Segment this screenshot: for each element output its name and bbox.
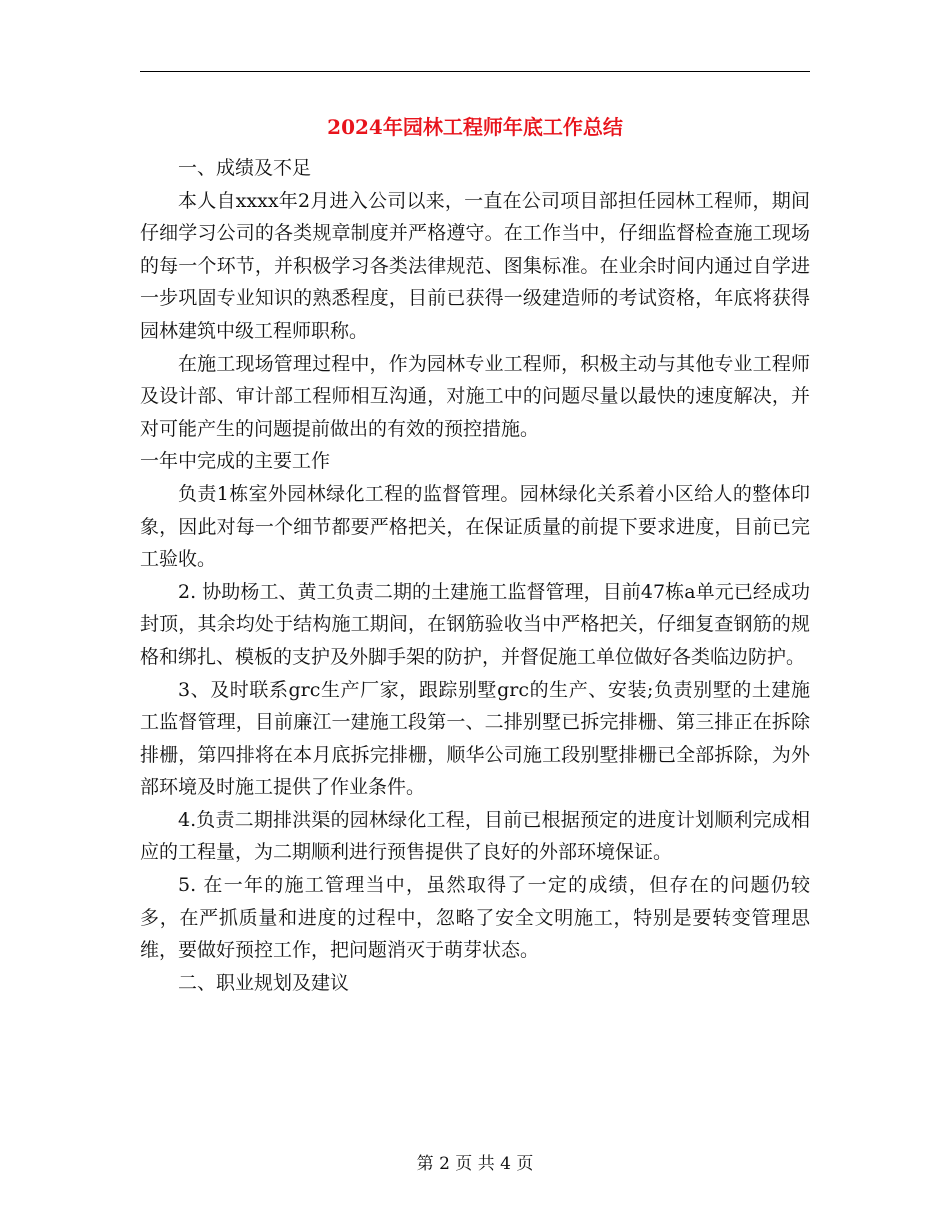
paragraph: 2. 协助杨工、黄工负责二期的土建施工监督管理，目前47栋a单元已经成功封顶，其余均处于结构施工期间，在钢筋验收当中严格把关，仔细复查钢筋的规格和绑扎、模板的支护及外脚手架的防护，并督促施工单位做好各类临边防护。 bbox=[140, 580, 810, 668]
paragraph: 本人自xxxx年2月进入公司以来，一直在公司项目部担任园林工程师，期间仔细学习公司的各类规章制度并严格遵守。在工作当中，仔细监督检查施工现场的每一个环节，并积极学习各类法律规范、图集标准。在业余时间内通过自学进一步巩固专业知识的熟悉程度，目前已获得一级建造师的考试资格，年底将获得园林建筑中级工程师职称。 bbox=[140, 189, 810, 342]
paragraph: 二、职业规划及建议 bbox=[178, 971, 350, 994]
paragraph: 一、成绩及不足 bbox=[178, 157, 312, 179]
header-rule bbox=[140, 71, 810, 72]
paragraph: 3、及时联系grc生产厂家，跟踪别墅grc的生产、安装;负责别墅的土建施工监督管理，目前廉江一建施工段第一、二排别墅已拆完排栅、第三排正在拆除排栅，第四排将在本月底拆完排栅，顺华公司施工段别墅排栅已全部拆除，为外部环境及时施工提供了作业条件。 bbox=[140, 678, 810, 799]
paragraph: 在施工现场管理过程中，作为园林专业工程师，积极主动与其他专业工程师及设计部、审计部工程师相互沟通，对施工中的问题尽量以最快的速度解决，并对可能产生的问题提前做出的有效的预控措施。 bbox=[140, 352, 810, 440]
page-footer: 第 2 页 共 4 页 bbox=[416, 1154, 534, 1174]
paragraph: 负责1栋室外园林绿化工程的监督管理。园林绿化关系着小区给人的整体印象，因此对每一个细节都要严格把关，在保证质量的前提下要求进度，目前已完工验收。 bbox=[140, 482, 810, 571]
paragraph: 一年中完成的主要工作 bbox=[140, 450, 331, 473]
paragraph: 4.负责二期排洪渠的园林绿化工程，目前已根据预定的进度计划顺利完成相应的工程量，为二期顺利进行预售提供了良好的外部环境保证。 bbox=[140, 808, 810, 864]
document-body bbox=[140, 152, 810, 999]
paragraph: 5. 在一年的施工管理当中，虽然取得了一定的成绩，但存在的问题仍较多，在严抓质量和进度的过程中，忽略了安全文明施工，特别是要转变管理思维，要做好预控工作，把问题消灭于萌芽状态。 bbox=[140, 874, 810, 962]
document-title: 2024年园林工程师年底工作总结 bbox=[327, 115, 623, 139]
